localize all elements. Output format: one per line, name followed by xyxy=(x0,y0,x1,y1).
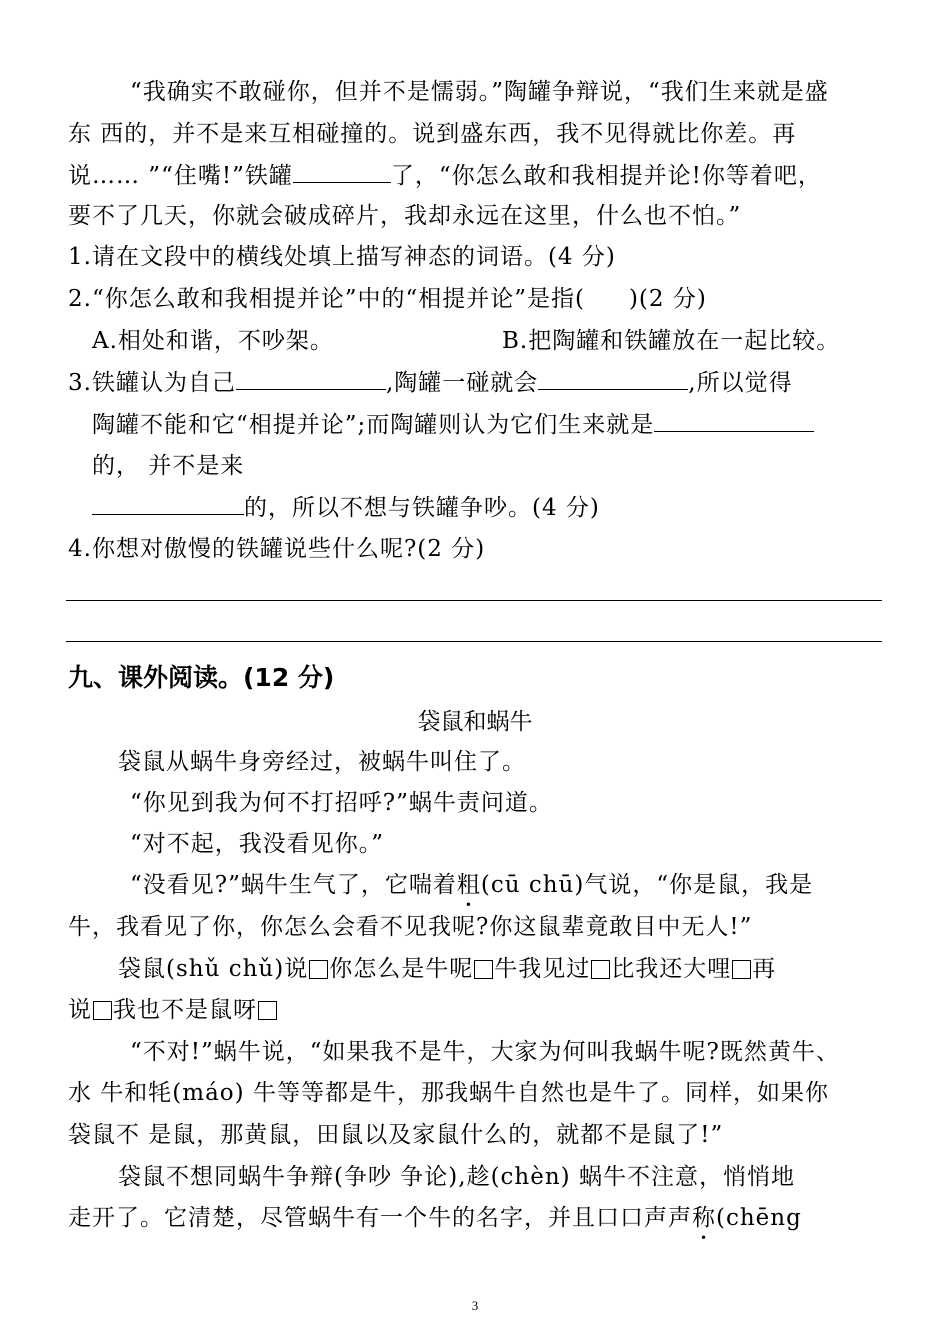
question-2 xyxy=(68,284,707,314)
passage-line-4: 要不了几天，你就会破成碎片，我却永远在这里，什么也不怕。” xyxy=(68,203,742,229)
q3-text-c: ,所以觉得 xyxy=(688,370,793,396)
p5-text-3: 牛我见过 xyxy=(494,956,591,982)
story-para-6-line-3: 袋鼠不 是鼠，那黄鼠，田鼠以及家鼠什么的，就都不是鼠了!” xyxy=(68,1122,724,1148)
punctuation-box-5[interactable] xyxy=(93,1001,112,1020)
passage-line-3-end: 了，“你怎么敢和我相提并论!你等着吧， xyxy=(390,163,822,189)
story-para-3: “对不起，我没看见你。” xyxy=(130,831,385,857)
story-para-4-line-2: 牛，我看见了你，你怎么会看不见我呢?你这鼠辈竟敢目中无人!” xyxy=(68,914,753,940)
story-para-7-line-2 xyxy=(68,1203,802,1245)
punctuation-box-6[interactable] xyxy=(258,1001,277,1020)
story-para-2: “你见到我为何不打招呼?”蜗牛责问道。 xyxy=(130,790,553,816)
dotted-char-cheng: 称 xyxy=(692,1205,716,1231)
story-title: 袋鼠和蜗牛 xyxy=(417,709,533,735)
p5-text-5: 再 xyxy=(752,956,777,982)
passage-line-2: 东 西的，并不是来互相碰撞的。说到盛东西，我不见得就比你差。再 xyxy=(68,121,797,147)
p7-text-1: 走开了。它清楚，尽管蜗牛有一个牛的名字，并且口口声声 xyxy=(68,1205,692,1231)
q3-text-a: 3.铁罐认为自己 xyxy=(68,370,236,396)
p5-text-4: 比我还大哩 xyxy=(611,956,732,982)
answer-line-1[interactable] xyxy=(66,600,882,601)
punctuation-box-3[interactable] xyxy=(591,960,610,979)
q3-blank-2[interactable] xyxy=(538,367,688,390)
question-3-line-4 xyxy=(92,492,600,523)
q3-text-d: 陶罐不能和它“相提并论”;而陶罐则认为它们生来就是 xyxy=(92,412,655,438)
story-para-7-line-1: 袋鼠不想同蜗牛争辩(争吵 争论),趁(chèn) 蜗牛不注意，悄悄地 xyxy=(118,1164,795,1190)
punctuation-box-2[interactable] xyxy=(474,960,493,979)
p4-text-1: “没看见?”蜗牛生气了，它喘着 xyxy=(130,872,457,898)
page-number: 3 xyxy=(471,1298,479,1313)
question-3-line-1 xyxy=(68,367,793,398)
punctuation-box-1[interactable] xyxy=(309,960,328,979)
q3-text-f: 的，所以不想与铁罐争吵。(4 分) xyxy=(244,495,600,521)
answer-line-2[interactable] xyxy=(66,641,882,642)
question-4: 4.你想对傲慢的铁罐说些什么呢?(2 分) xyxy=(68,536,486,562)
story-para-6-line-1: “不对!”蜗牛说，“如果我不是牛，大家为何叫我蜗牛呢?既然黄牛、 xyxy=(130,1039,840,1065)
question-3-line-3: 的， 并不是来 xyxy=(92,453,245,479)
q3-text-b: ,陶罐一碰就会 xyxy=(385,370,539,396)
p5-text-7: 我也不是鼠呀 xyxy=(113,997,257,1023)
section-heading: 九、课外阅读。(12 分) xyxy=(68,663,335,692)
story-para-1: 袋鼠从蜗牛身旁经过，被蜗牛叫住了。 xyxy=(118,749,526,775)
p5-text-6: 说 xyxy=(68,997,92,1023)
question-2-text: 2.“你怎么敢和我相提并论”中的“相提并论”是指( xyxy=(68,286,585,312)
story-para-4-line-1 xyxy=(130,870,813,912)
passage-line-3-start: 说…… ”“住嘴!”铁罐 xyxy=(68,163,293,189)
question-3-line-2 xyxy=(92,409,814,440)
q3-blank-3[interactable] xyxy=(654,409,814,432)
story-para-6-line-2: 水 牛和牦(máo) 牛等等都是牛，那我蜗牛自然也是牛了。同样，如果你 xyxy=(68,1080,829,1106)
passage-line-3 xyxy=(68,160,822,191)
passage-line-1: “我确实不敢碰你，但并不是懦弱。”陶罐争辩说，“我们生来就是盛 xyxy=(130,79,829,105)
question-1: 1.请在文段中的横线处填上描写神态的词语。(4 分) xyxy=(68,244,616,270)
question-2-score: )(2 分) xyxy=(628,286,707,312)
p7-text-2: (chēng xyxy=(716,1205,802,1231)
q3-blank-1[interactable] xyxy=(236,367,386,390)
punctuation-box-4[interactable] xyxy=(732,960,751,979)
p5-text-1: 袋鼠(shǔ chǔ)说 xyxy=(118,956,309,982)
p5-text-2: 你怎么是牛呢 xyxy=(329,956,474,982)
p4-text-2: (cū chū)气说，“你是鼠，我是 xyxy=(480,872,814,898)
dotted-char-cu: 粗 xyxy=(456,872,481,898)
option-a[interactable]: A.相处和谐，不吵架。 xyxy=(92,328,334,354)
option-b[interactable]: B.把陶罐和铁罐放在一起比较。 xyxy=(502,328,841,354)
q3-blank-4[interactable] xyxy=(92,492,244,515)
story-para-5-line-2 xyxy=(68,995,278,1025)
expression-blank[interactable] xyxy=(293,160,391,183)
story-para-5-line-1 xyxy=(118,954,776,984)
